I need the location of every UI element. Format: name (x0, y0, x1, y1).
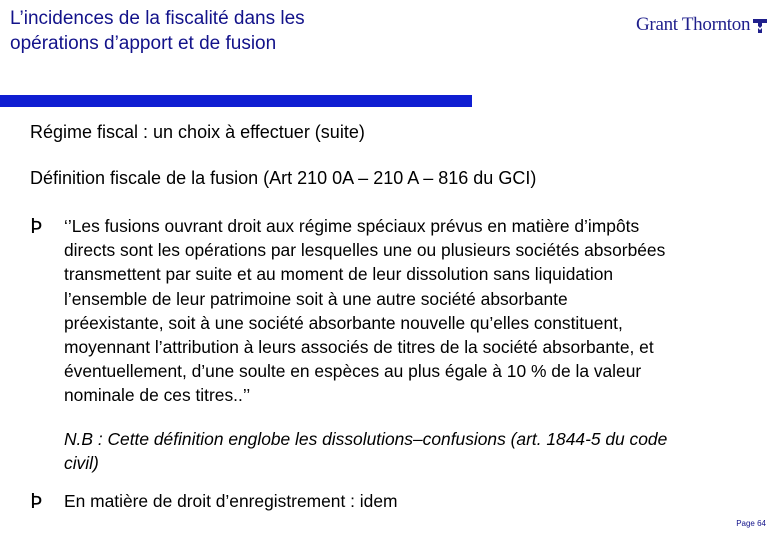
page-number: Page 64 (736, 519, 766, 528)
nb-note (64, 427, 764, 475)
slide-title-line-2: opérations d’apport et de fusion (10, 33, 277, 54)
bullet-line: ‘’Les fusions ouvrant droit aux régime spéciaux prévus en matière d’impôts (64, 216, 640, 236)
note-line: civil) (64, 453, 99, 474)
slide-title (10, 6, 570, 56)
bullet-line: préexistante, soit à une société absorbante nouvelle qu’elles constituent, (64, 312, 623, 333)
bullet-line: éventuellement, d’une soulte en espèces au plus égale à 10 % de la valeur (64, 361, 642, 382)
bullet-text (64, 489, 764, 513)
bullet-line: nominale de ces titres..’’ (64, 385, 251, 406)
note-line: N.B : Cette définition englobe les dissolutions–confusions (art. 1844-5 du code (64, 429, 668, 449)
implies-arrow-icon: Þ (30, 214, 43, 238)
grant-thornton-mark-icon (752, 16, 768, 34)
bullet-line: directs sont les opérations par lesquelles une ou plusieurs sociétés absorbées (64, 240, 666, 261)
section-heading: Régime fiscal : un choix à effectuer (suite) (30, 122, 365, 142)
title-accent-bar (0, 95, 472, 107)
bullet-line: moyennant l’attribution à leurs associés de titres de la société absorbante, et (64, 337, 654, 358)
bullet-text (64, 214, 764, 408)
bullet-line: l’ensemble de leur patrimoine soit à une autre société absorbante (64, 288, 568, 309)
implies-arrow-icon: Þ (30, 489, 43, 513)
bullet-line: En matière de droit d’enregistrement : idem (64, 491, 398, 511)
grant-thornton-logo (636, 10, 776, 40)
logo-text: Grant Thornton (636, 14, 751, 35)
slide-title-line-1: L’incidences de la fiscalité dans les (10, 8, 305, 29)
subsection-heading: Définition fiscale de la fusion (Art 210 0A – 210 A – 816 du GCI) (30, 168, 537, 188)
bullet-line: transmettent par suite et au moment de leur dissolution sans liquidation (64, 264, 614, 285)
